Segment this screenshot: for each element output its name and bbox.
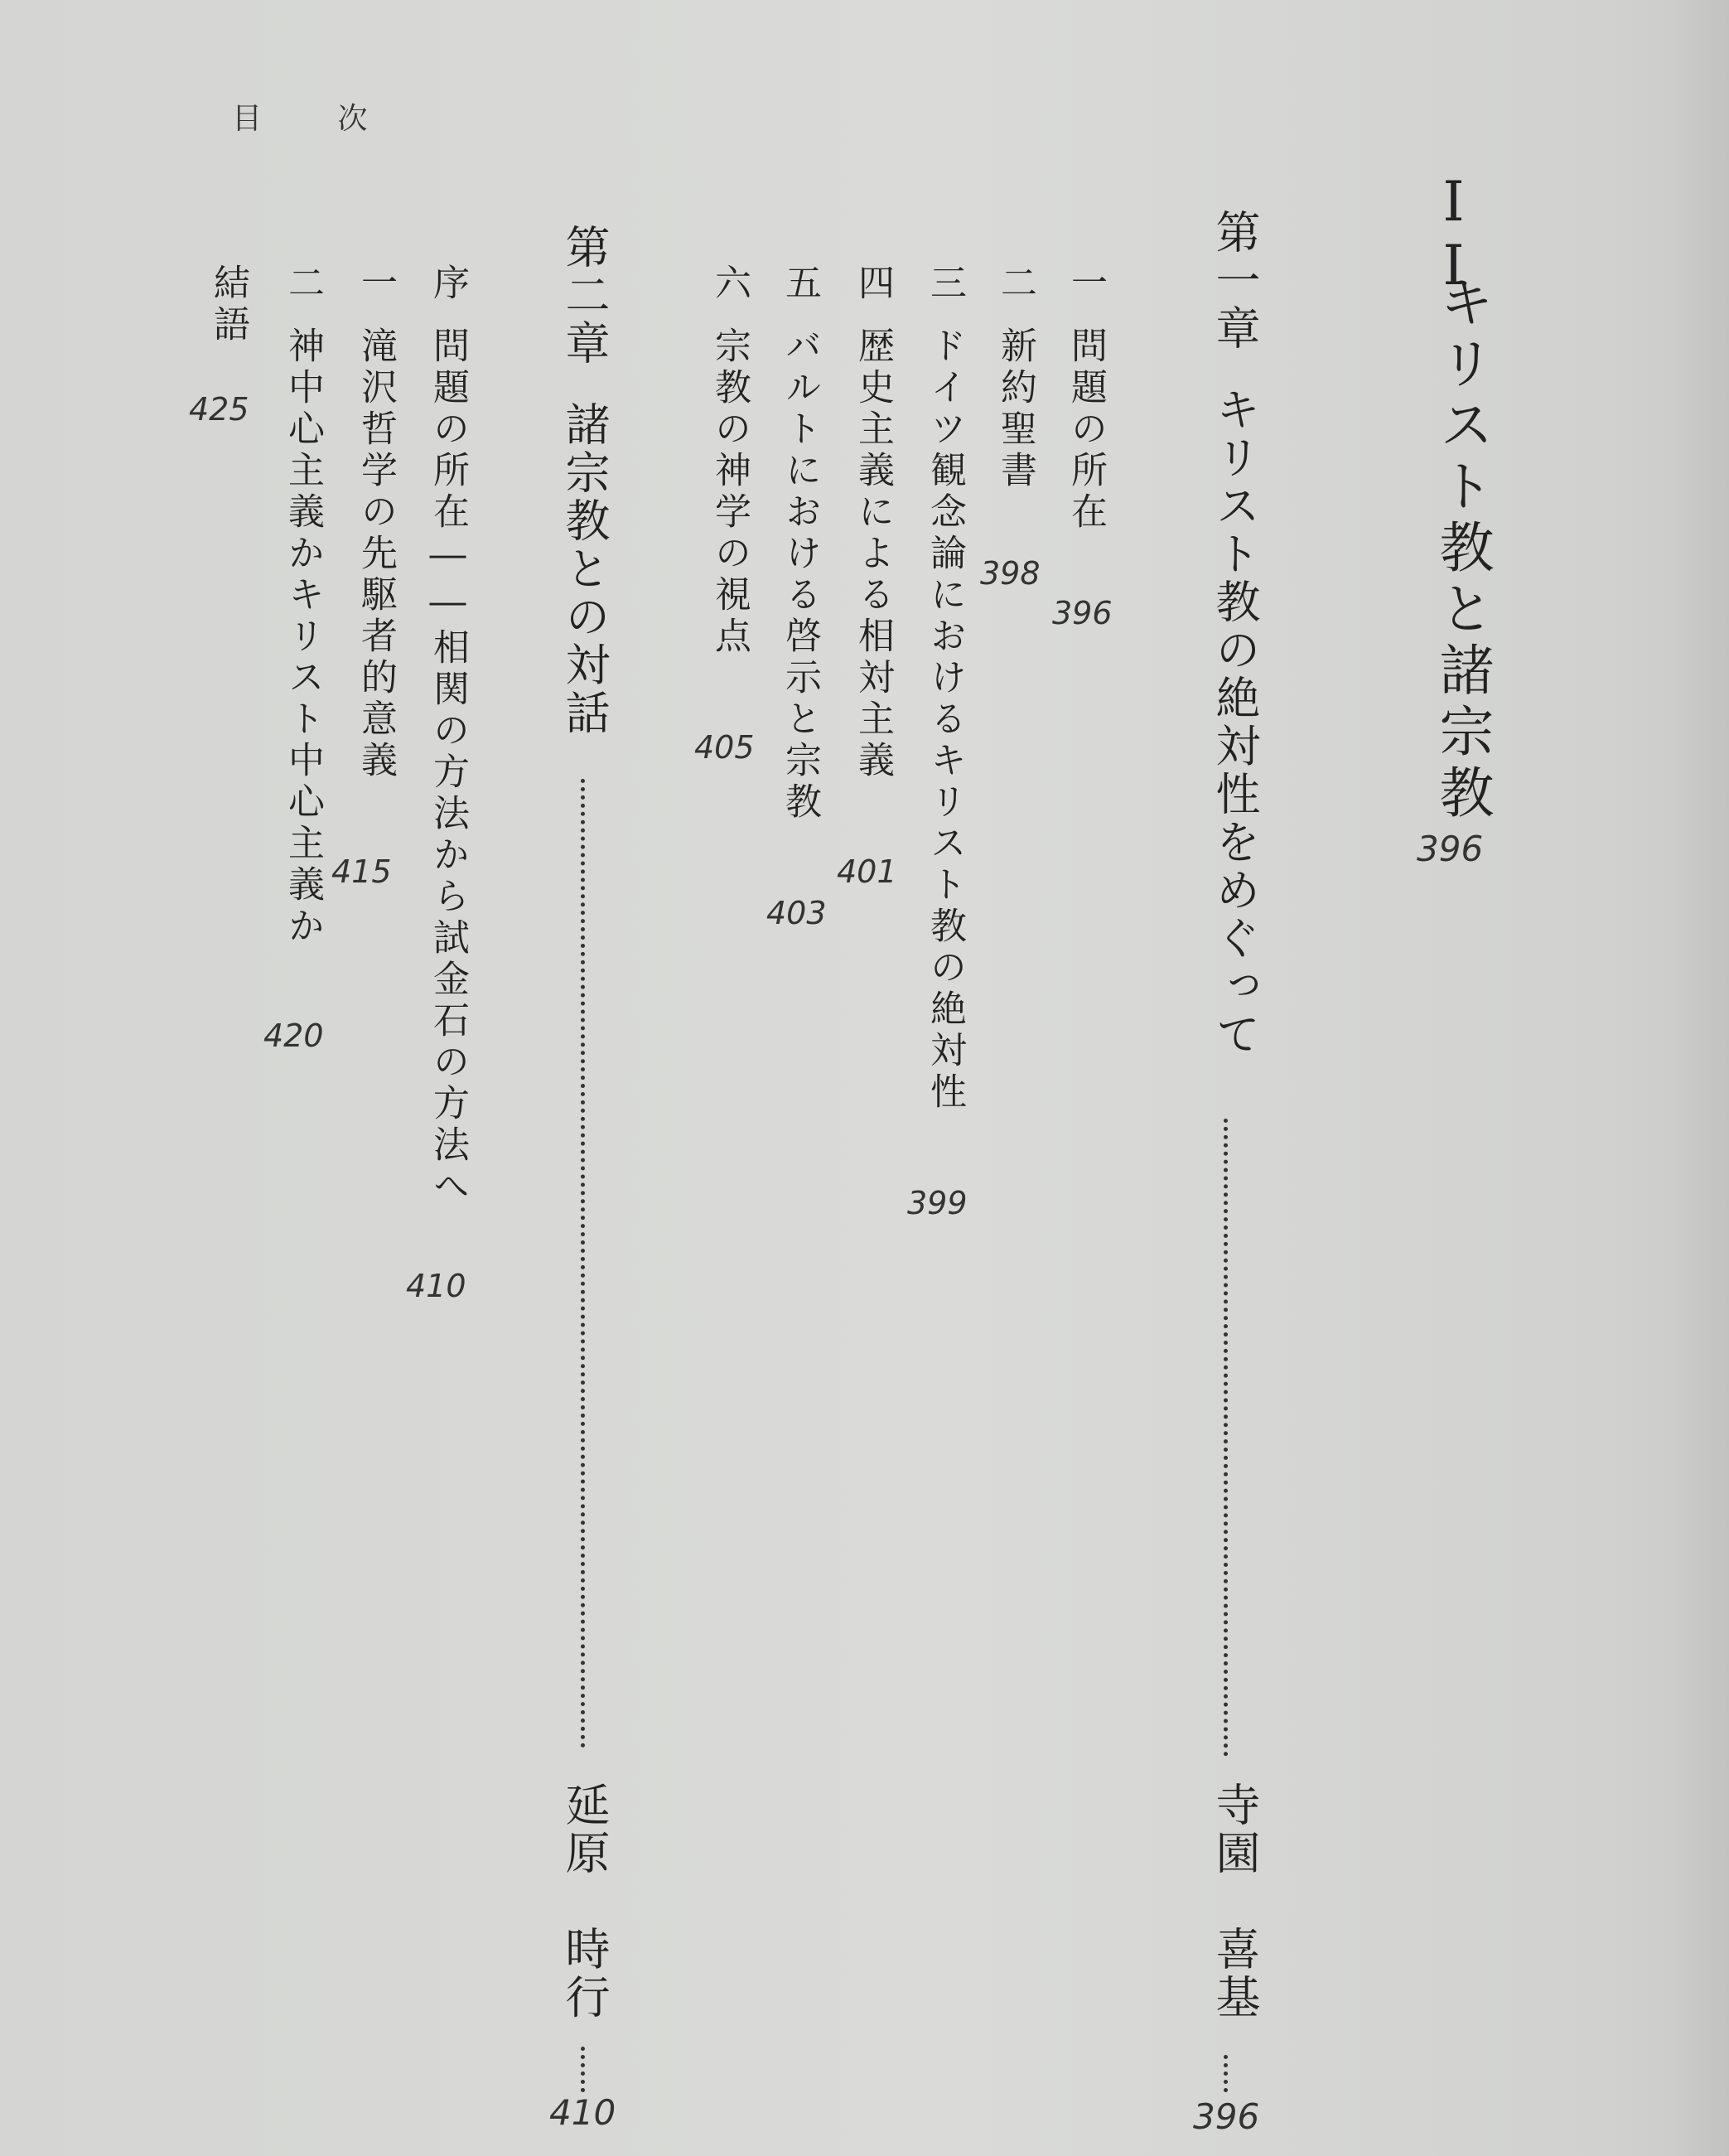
ch1-section-4-num: 四 xyxy=(852,263,894,305)
ch2-section-1 xyxy=(355,263,397,782)
part-numeral: II xyxy=(1422,170,1485,297)
chapter2-heading xyxy=(558,224,611,737)
ch1-section-6-num: 六 xyxy=(708,263,751,305)
ch2-section-2-num: 二 xyxy=(282,263,324,305)
chapter1-author: 寺園 喜基 xyxy=(1209,1781,1261,2022)
chapter2-label: 第二章 xyxy=(558,224,611,368)
ch1-section-4-page: 401 xyxy=(837,853,897,890)
ch2-conclusion-page: 425 xyxy=(189,391,249,428)
ch1-section-1-page: 396 xyxy=(1052,595,1113,631)
ch1-section-5-num: 五 xyxy=(779,263,821,305)
ch1-section-1-title: 問題の所在 xyxy=(1065,326,1107,534)
chapter2-author-dots xyxy=(581,2047,585,2092)
ch1-section-5 xyxy=(779,263,821,824)
chapter2-title: 諸宗教との対話 xyxy=(558,401,611,737)
chapter1-author-dots xyxy=(1224,2055,1228,2092)
ch1-section-2 xyxy=(994,263,1036,492)
part-page: 396 xyxy=(1417,829,1484,869)
ch2-section-intro-num: 序 xyxy=(427,263,469,305)
ch2-section-intro-title: 問題の所在――相関の方法から試金石の方法へ xyxy=(427,326,469,1208)
ch1-section-2-title: 新約聖書 xyxy=(994,326,1036,492)
ch2-conclusion-title: 結語 xyxy=(207,263,249,346)
ch1-section-2-num: 二 xyxy=(994,263,1036,305)
page-edge-shadow xyxy=(1671,0,1729,2156)
ch1-section-5-page: 403 xyxy=(766,895,827,931)
chapter1-page: 396 xyxy=(1193,2096,1260,2137)
ch1-section-5-title: バルトにおける啓示と宗教 xyxy=(779,326,821,824)
ch1-section-2-page: 398 xyxy=(980,555,1041,592)
ch1-section-6-title: 宗教の神学の視点 xyxy=(708,326,751,658)
part-title: キリスト教と諸宗教 xyxy=(1430,273,1494,825)
ch2-section-2 xyxy=(282,263,324,948)
chapter1-label: 第一章 xyxy=(1209,209,1261,353)
ch2-section-1-page: 415 xyxy=(331,853,392,890)
ch1-section-1 xyxy=(1065,263,1107,534)
ch1-section-6-page: 405 xyxy=(694,729,755,766)
ch1-section-3 xyxy=(924,263,966,1114)
ch2-section-intro-page: 410 xyxy=(406,1268,466,1304)
chapter1-title: キリスト教の絶対性をめぐって xyxy=(1209,386,1261,1059)
ch2-section-2-title: 神中心主義かキリスト中心主義か xyxy=(282,326,324,948)
ch2-section-intro xyxy=(427,263,469,1208)
ch1-section-6 xyxy=(708,263,751,658)
chapter1-leader-dots xyxy=(1224,1119,1228,1757)
ch1-section-3-title: ドイツ観念論におけるキリスト教の絶対性 xyxy=(924,326,966,1114)
ch2-section-1-num: 一 xyxy=(355,263,397,305)
chapter1-heading xyxy=(1209,209,1261,1059)
ch1-section-4 xyxy=(852,263,894,782)
ch1-section-1-num: 一 xyxy=(1065,263,1107,305)
ch1-section-3-num: 三 xyxy=(924,263,966,305)
ch1-section-3-page: 399 xyxy=(907,1185,968,1221)
chapter2-author: 延原 時行 xyxy=(558,1781,611,2022)
ch2-section-1-title: 滝沢哲学の先駆者的意義 xyxy=(355,326,397,782)
ch2-section-2-page: 420 xyxy=(263,1018,324,1054)
page-header: 目 次 xyxy=(232,102,401,136)
ch1-section-4-title: 歴史主義による相対主義 xyxy=(852,326,894,782)
chapter2-leader-dots xyxy=(581,779,585,1748)
chapter2-page: 410 xyxy=(549,2092,616,2133)
ch2-conclusion xyxy=(207,263,249,346)
